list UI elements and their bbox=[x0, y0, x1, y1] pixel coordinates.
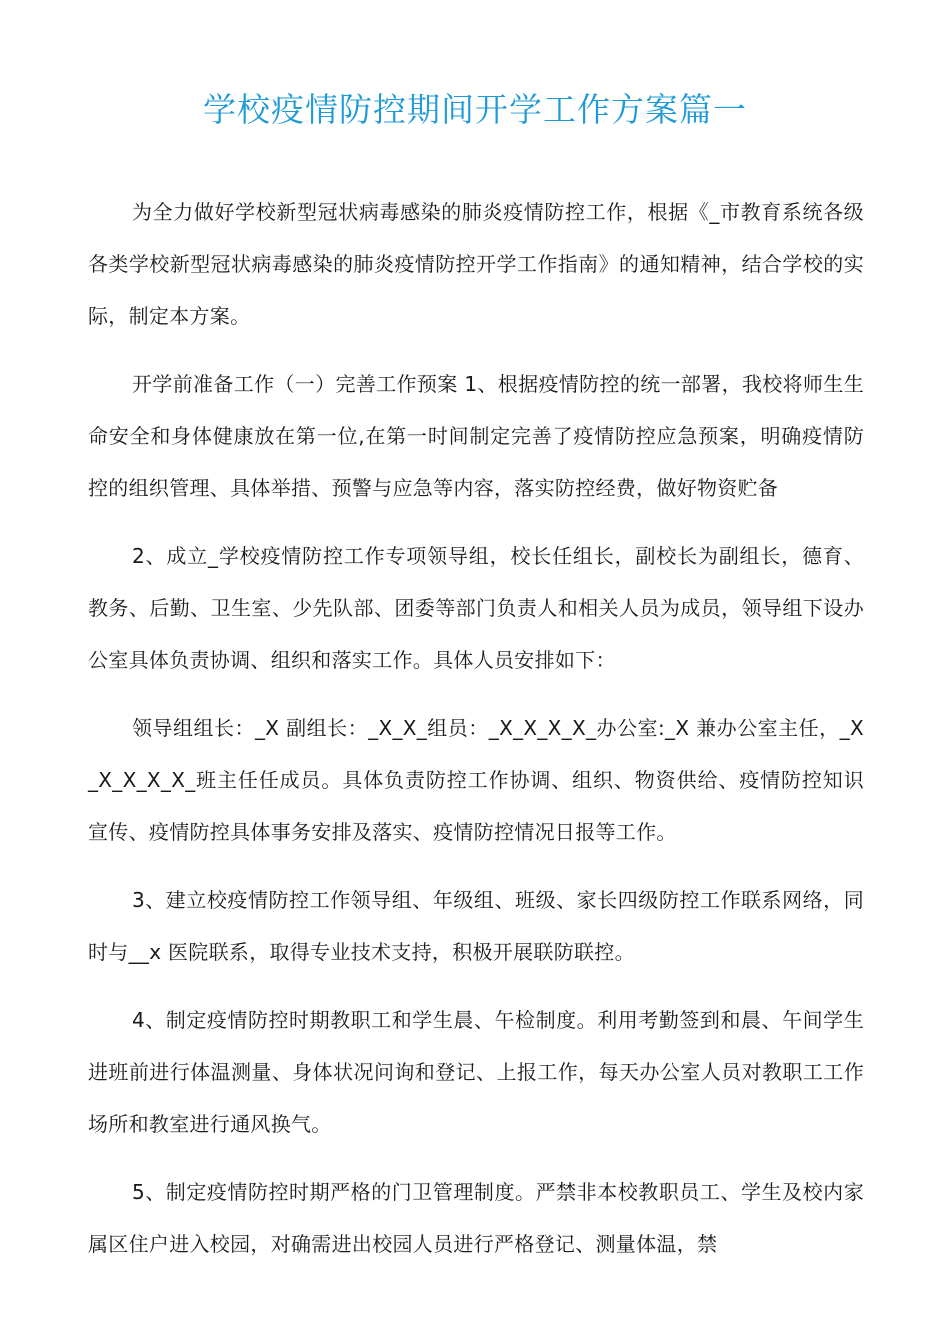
paragraph-gate-management: 5、制定疫情防控时期严格的门卫管理制度。严禁非本校教职员工、学生及校内家属区住户进入校园，对确需进出校园人员进行严格登记、测量体温，禁 bbox=[88, 1180, 864, 1256]
paragraph-leadership-group: 2、成立_学校疫情防控工作专项领导组，校长任组长，副校长为副组长，德育、教务、后勤、卫生室、少先队部、团委等部门负责人和相关人员为成员，领导组下设办公室具体负责协调、组织和落实工作。具体人员安排如下： bbox=[88, 544, 864, 672]
paragraph-intro: 为全力做好学校新型冠状病毒感染的肺炎疫情防控工作，根据《_市教育系统各级各类学校新型冠状病毒感染的肺炎疫情防控开学工作指南》的通知精神，结合学校的实际，制定本方案。 bbox=[88, 200, 864, 328]
paragraph-network: 3、建立校疫情防控工作领导组、年级组、班级、家长四级防控工作联系网络，同时与__x 医院联系，取得专业技术支持，积极开展联防联控。 bbox=[88, 888, 864, 964]
paragraph-preparation: 开学前准备工作（一）完善工作预案 1、根据疫情防控的统一部署，我校将师生生命安全和身体健康放在第一位,在第一时间制定完善了疫情防控应急预案，明确疫情防控的组织管理、具体举措、预警与应急等内容，落实防控经费，做好物资贮备 bbox=[88, 372, 864, 500]
paragraph-health-check: 4、制定疫情防控时期教职工和学生晨、午检制度。利用考勤签到和晨、午间学生进班前进行体温测量、身体状况问询和登记、上报工作，每天办公室人员对教职工工作场所和教室进行通风换气。 bbox=[88, 1008, 864, 1136]
page-title: 学校疫情防控期间开学工作方案篇一 bbox=[203, 90, 747, 129]
paragraph-group-members: 领导组组长：_X 副组长：_X_X_组员：_X_X_X_X_办公室:_X 兼办公室主任，_X_X_X_X_X_班主任任成员。具体负责防控工作协调、组织、物资供给、疫情防控知识宣传、疫情防控具体事务安排及落实、疫情防控情况日报等工作。 bbox=[88, 716, 864, 844]
document-body bbox=[88, 186, 864, 1286]
